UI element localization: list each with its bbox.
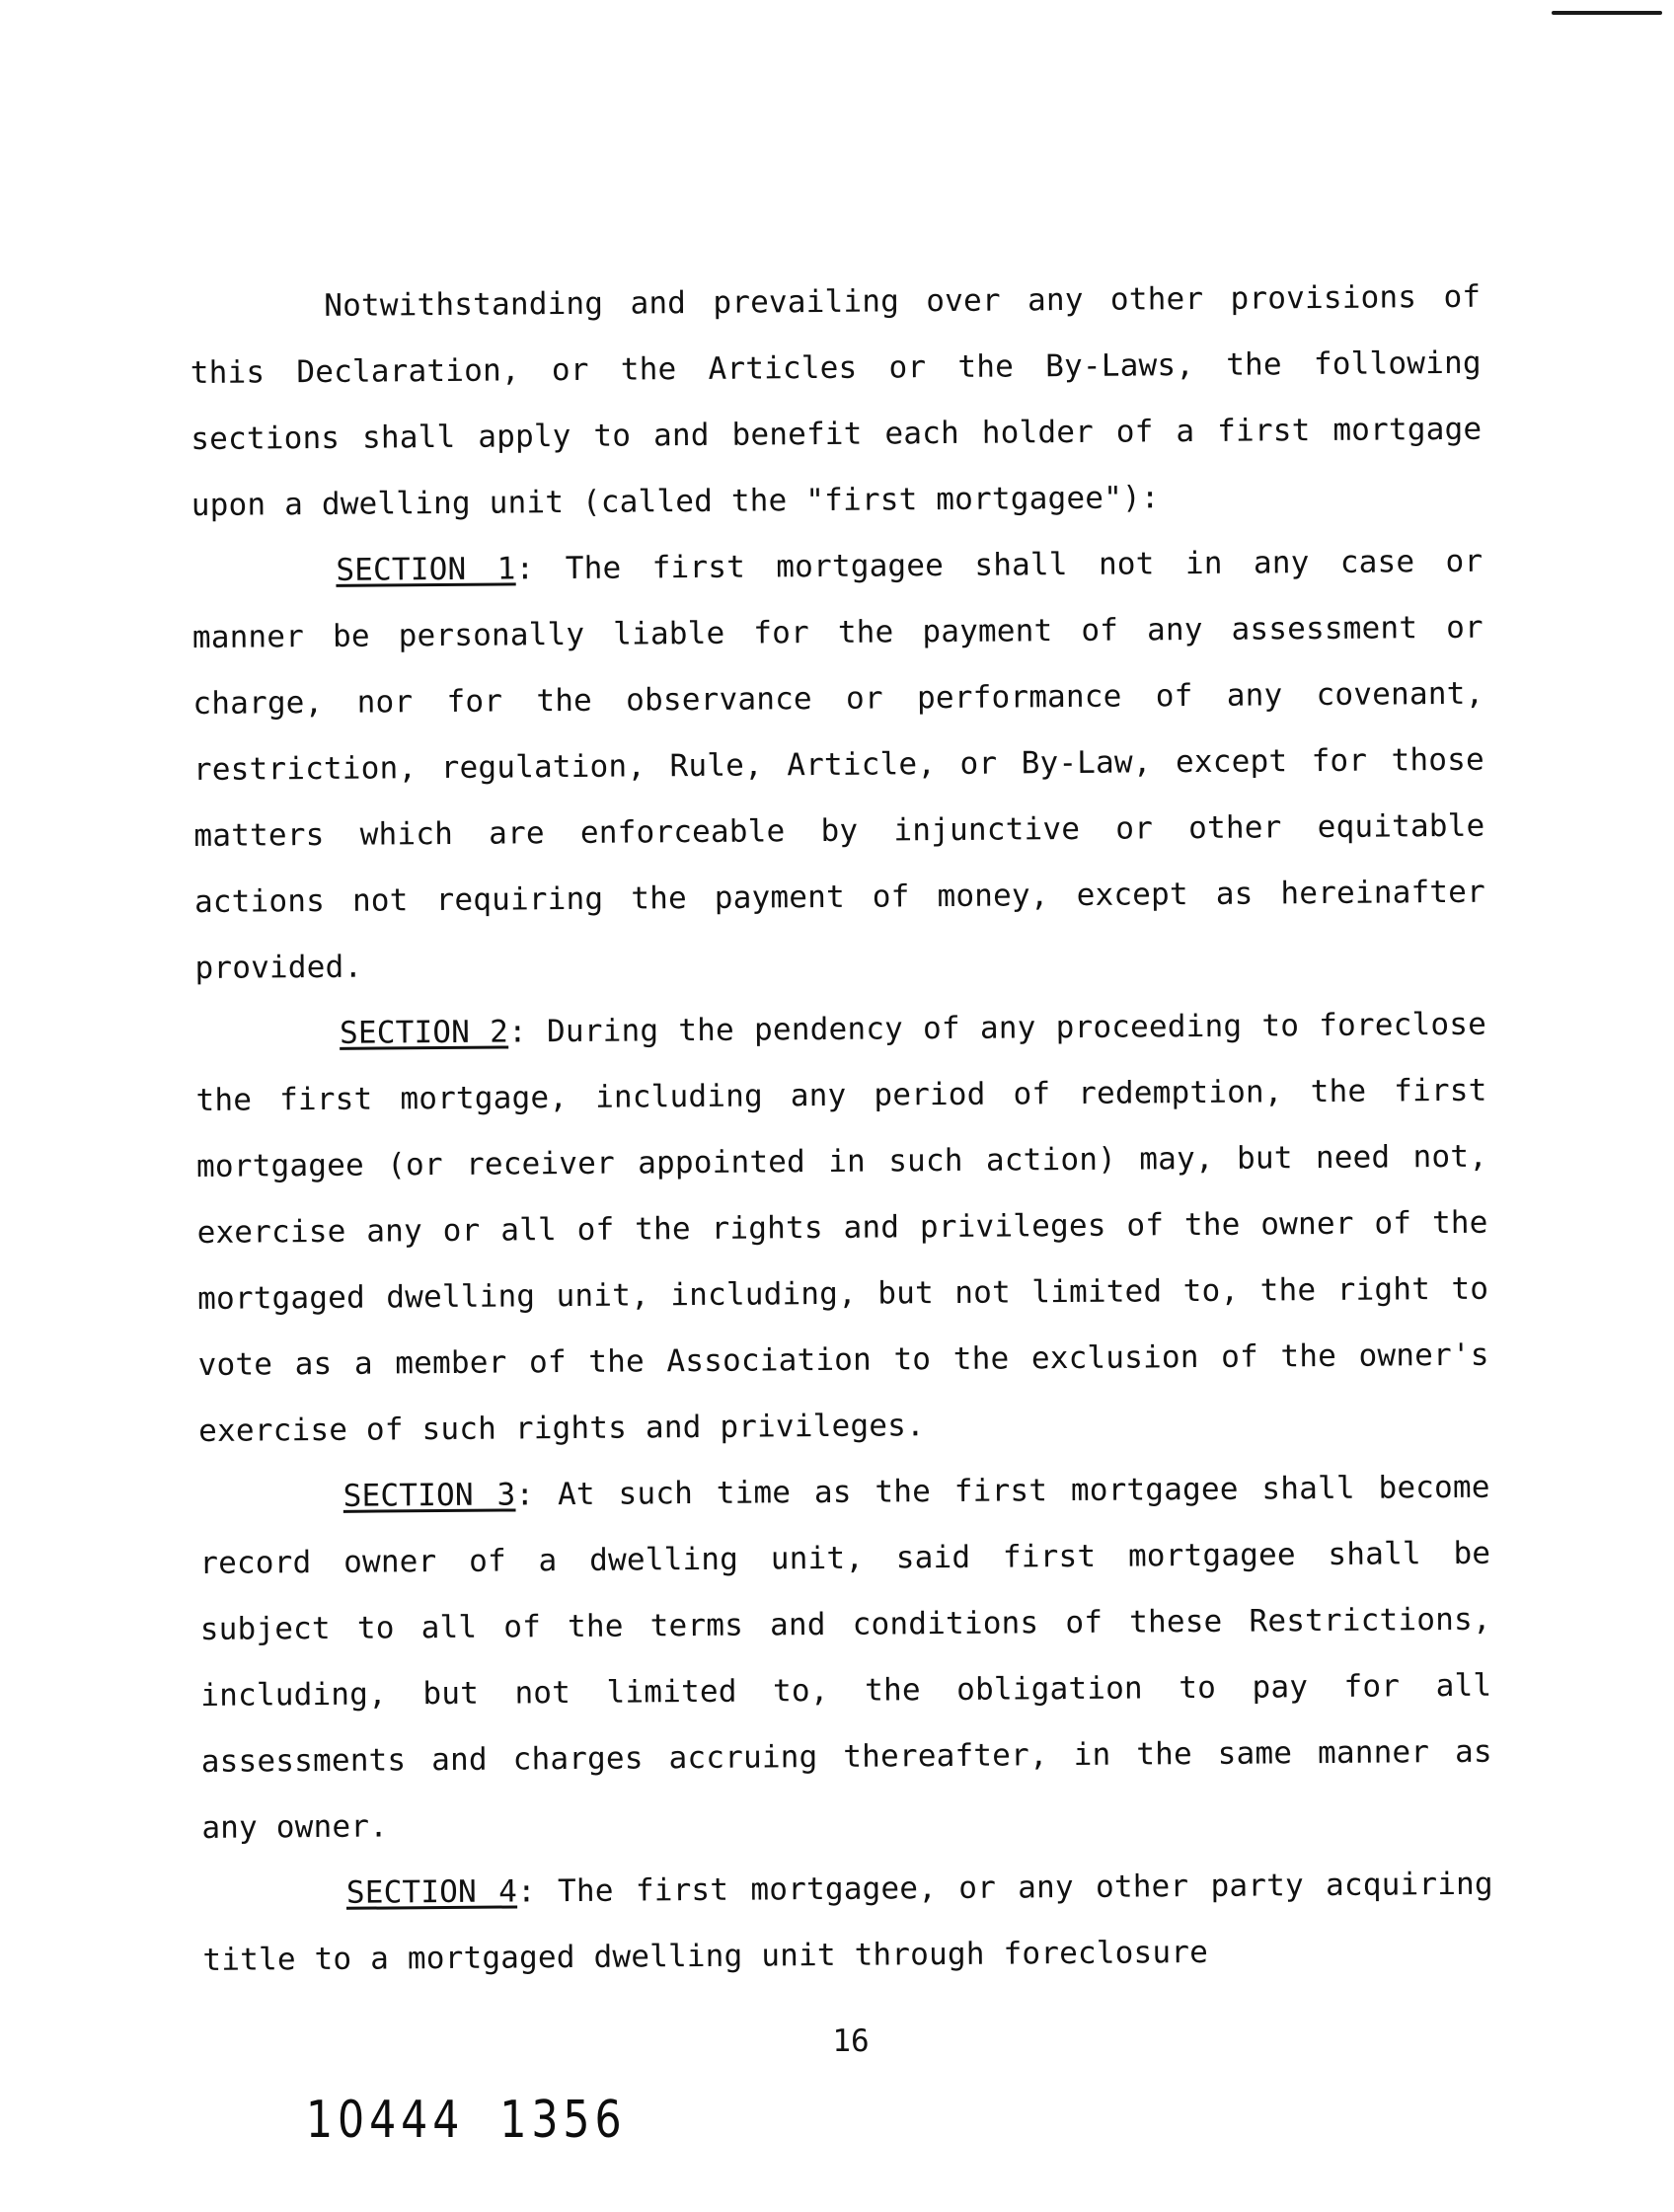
section-3-label: SECTION 3 [342,1477,516,1514]
scan-edge-mark [1552,11,1662,15]
section-2-text: During the pendency of any proceeding to foreclose the first mortgage, including any period of redemption, the first mortgagee (or receiver appointed in such action) may, but need not, exercise any or all of the rights and privileges of the owner of the mortgaged dwelling unit, including, but not limited to, the right to vote as a member of the Association to the exclusion of the owner's exercise of such rights and privileges. [195,1006,1489,1449]
section-4-label: SECTION 4 [345,1873,518,1911]
section-2-paragraph [195,992,1490,1465]
section-2-separator: : [507,1014,528,1050]
section-3-separator: : [515,1477,535,1513]
book-page-stamp [306,2091,627,2150]
book-number: 10444 [306,2091,465,2150]
section-2-label: SECTION 2 [339,1014,509,1051]
document-body [190,265,1494,1994]
section-1-separator: : [515,551,535,587]
section-4-separator: : [516,1873,537,1910]
section-4-paragraph [202,1852,1494,1994]
section-1-label: SECTION 1 [336,551,516,588]
section-4-text: The first mortgagee, or any other party acquiring title to a mortgaged dwelling unit through foreclosure [202,1866,1493,1978]
section-1-text: The first mortgagee shall not in any case or manner be personally liable for the payment of any assessment or charge, nor for the observance or performance of any covenant, restriction, regulation, Rule, Article, or By-Law, except for those matters which are enforceable by injunctive or other equitable actions not requiring the payment of money, except as hereinafter provided. [191,543,1486,986]
section-1-paragraph [191,529,1486,1002]
section-3-paragraph [198,1455,1492,1862]
section-3-text: At such time as the first mortgagee shall become record owner of a dwelling unit, said first mortgagee shall be subject to all of the terms and conditions of these Restrictions, including, but not limited to, the obligation to pay for all assessments and charges accruing thereafter, in the same manner as any owner. [199,1469,1492,1846]
page-number: 16 [832,2023,870,2059]
intro-paragraph: Notwithstanding and prevailing over any other provisions of this Declaration, or the Articles or the By-Laws, the following sections shall apply to and benefit each holder of a first mortgage upon a dwelling unit (called the "first mortgagee"): [190,278,1483,523]
recording-page-number: 1356 [499,2091,627,2150]
